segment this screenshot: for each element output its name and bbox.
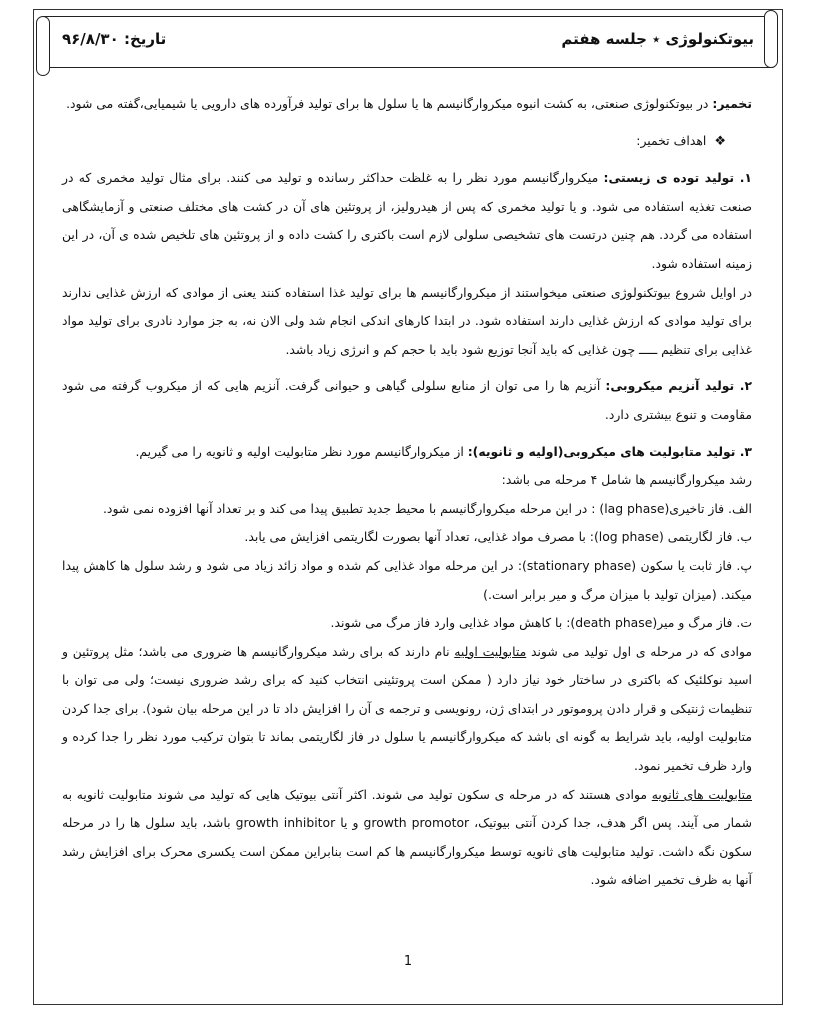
secondary-text: و یا <box>335 815 364 831</box>
growth-promotor-term: growth promotor <box>363 815 470 831</box>
growth-stages: رشد میکروارگانیسم ها شامل ۴ مرحله می باشد: <box>501 472 752 488</box>
phase-death-pre: ت. فاز مرگ و میر( <box>652 615 752 631</box>
section2-paragraph <box>62 372 752 429</box>
section2-line: آنزیم ها را می توان از منابع سلولی گیاهی و حیوانی گرفت. آنزیم هایی که از میکروب گرفته می شود مقاومت و <box>62 378 752 422</box>
section1-line: می گردد. هم چنین درتست های تشخیصی سلولی لازم است باکتری را کشت داده و از پروتئین های تلخیص شده ی آن، در این زمینه <box>62 227 752 271</box>
secondary-text: موادی هستند که در مرحله ی سکون تولید می شوند. اکثر آنتی بیوتیک هایی که تولید می شوند متابولیت ثانویه به <box>62 786 652 802</box>
section2-title: ۲. تولید آنزیم میکروبی: <box>605 378 753 394</box>
primary-metabolite-paragraph <box>62 638 752 781</box>
header-title: بیوتکنولوژی ٭ جلسه هفتم <box>561 30 754 48</box>
header-date: تاریخ: ۹۶/۸/۳۰ <box>62 30 167 48</box>
section1-title: ۱. تولید توده ی زیستی: <box>603 170 752 186</box>
growth-inhibitor-term: growth inhibitor <box>235 815 336 831</box>
definition-text: در بیوتکنولوژی صنعتی، به کشت انبوه میکروارگانیسم ها یا سلول ها برای تولید فرآورده های دارویی یا شیمیایی،گفته می شود. <box>66 96 713 111</box>
section1-line: میکروارگانیسم مورد نظر را به غلظت حداکثر رسانده و تولید می کنند. برای مثال تولید مخمری که در صنعت <box>62 170 752 214</box>
phase-stationary-post: ): در این مرحله مواد غذایی کم شده و مواد زائد زیاد می شود و رشد سلول ها کاهش پیدا <box>62 557 527 573</box>
section1-para2-line: غذایی برای تنظیم ـــــ چون غذایی که باید آنجا توزیع شود باید با حجم کم و انرژی زیاد باشد. <box>285 341 752 357</box>
section3-title: ۳. تولید متابولیت های میکروبی(اولیه و ثانویه): <box>467 443 752 459</box>
section1-para2-line: در اوایل شروع بیوتکنولوژی صنعتی میخواستند از میکروارگانیسم ها برای تولید غذا استفاده کنند یعنی از موادی که ارزش غذایی ندارند <box>62 284 752 300</box>
section1-para2-line: برای تولید موادی که ارزش غذایی دارند استفاده شود. در ابتدا کارهای اندکی انجام شد ولی الان نه، به جز موارد نادری برای تولید مواد <box>62 313 752 329</box>
secondary-text: شمار می آیند. پس اگر هدف، جدا کردن آنتی بیوتیک، <box>469 815 752 831</box>
primary-text: نام دارند که برای رشد میکروارگانیسم ها ضروری می باشد؛ مثل پروتئین و اسید <box>62 643 752 688</box>
section1-line: تغذیه استفاده می شود. و یا تولید مخمری که پس از هیدرولیز، از پروتئین های آن در کشت های مختلف صنعتی و آزمایشگاهی استفاده <box>62 198 752 243</box>
primary-text: نوکلئیک که باکتری در ساختار خود نیاز دارد ( ممکن است پروتئینی انتخاب کنید که برای رشد ضروری نیست؛ ولی می توان با تنظیمات <box>62 672 752 716</box>
secondary-text: سکون نگه داشت. تولید متابولیت های ثانویه توسط میکروارگانیسم ها کم است بنابراین ممکن است یکسری محرک برای افزایش رشد آنها <box>62 843 752 888</box>
primary-text: تخمیر نمود. <box>634 758 694 774</box>
diamond-bullet-icon: ❖ <box>714 133 726 149</box>
phase-lag-post: ) : در این مرحله میکروارگانیسم با محیط جدید تطبیق پیدا می کند و بر تعداد آنها افزوده نمی شود. <box>102 500 605 516</box>
phase-stationary <box>62 552 752 609</box>
section3-intro <box>62 438 752 467</box>
phase-stationary-pre: پ. فاز ثابت یا سکون ( <box>631 557 752 573</box>
phase-death-post: ): با کاهش مواد غذایی وارد فاز مرگ می شوند. <box>330 615 576 631</box>
phase-log-post: ): با مصرف مواد غذایی، تعداد آنها بصورت لگاریتمی افزایش می یابد. <box>244 529 599 545</box>
goals-heading-text: اهداف تخمیر: <box>636 132 707 148</box>
phase-lag-pre: الف. فاز تاخیری( <box>664 500 752 516</box>
phase-death-en: death phase <box>575 615 653 631</box>
primary-text: اولیه، باید شرایط به گونه ای باشد که میکروارگانیسم یا سلول در فاز لگاریتمی بماند تا بتوان ترکیب مورد نظر را جدا کرده و وارد ظرف <box>62 729 752 774</box>
secondary-metabolite-paragraph <box>62 781 752 895</box>
secondary-text: باشد، باید سلول ها را در مرحله <box>62 815 236 831</box>
document-body <box>62 90 752 895</box>
scroll-left-curl <box>36 16 50 76</box>
primary-metabolite-term: متابولیت اولیه <box>454 643 527 659</box>
definition-term: تخمیر: <box>712 96 752 111</box>
primary-text: موادی که در مرحله ی اول تولید می شوند <box>526 643 752 659</box>
phase-stationary-line2: میکند. (میزان تولید با میزان مرگ و میر برابر است.) <box>483 586 752 602</box>
secondary-metabolite-term: متابولیت های ثانویه <box>651 786 753 802</box>
phase-log-en: log phase <box>598 529 659 545</box>
section3-intro-text: از میکروارگانیسم مورد نظر متابولیت اولیه و ثانویه را می گیریم. <box>135 443 468 459</box>
goals-heading <box>62 127 752 157</box>
secondary-text: به ظرف تخمیر اضافه شود. <box>590 872 732 888</box>
scroll-right-curl <box>764 10 778 68</box>
page-number: 1 <box>403 954 413 969</box>
phase-log <box>62 523 752 552</box>
phase-death <box>62 609 752 638</box>
phase-log-pre: ب. فاز لگاریتمی ( <box>659 529 752 545</box>
phase-stationary-en: stationary phase <box>526 557 632 573</box>
section1-line: استفاده شود. <box>651 255 722 271</box>
section2-line: تنوع بیشتری دارد. <box>604 406 697 422</box>
section1-paragraph2 <box>62 279 752 365</box>
primary-text: ژنتیکی و قرار دادن پروموتور در ابتدای ژن، رونویسی و ترجمه ی آن را افزایش داد تا در این مرحله بیان شود). برای جدا کردن متابولیت <box>62 700 752 745</box>
definition-paragraph <box>62 90 752 119</box>
phase-lag <box>62 495 752 524</box>
phase-lag-en: lag phase <box>604 500 665 516</box>
section1-paragraph <box>62 164 752 278</box>
